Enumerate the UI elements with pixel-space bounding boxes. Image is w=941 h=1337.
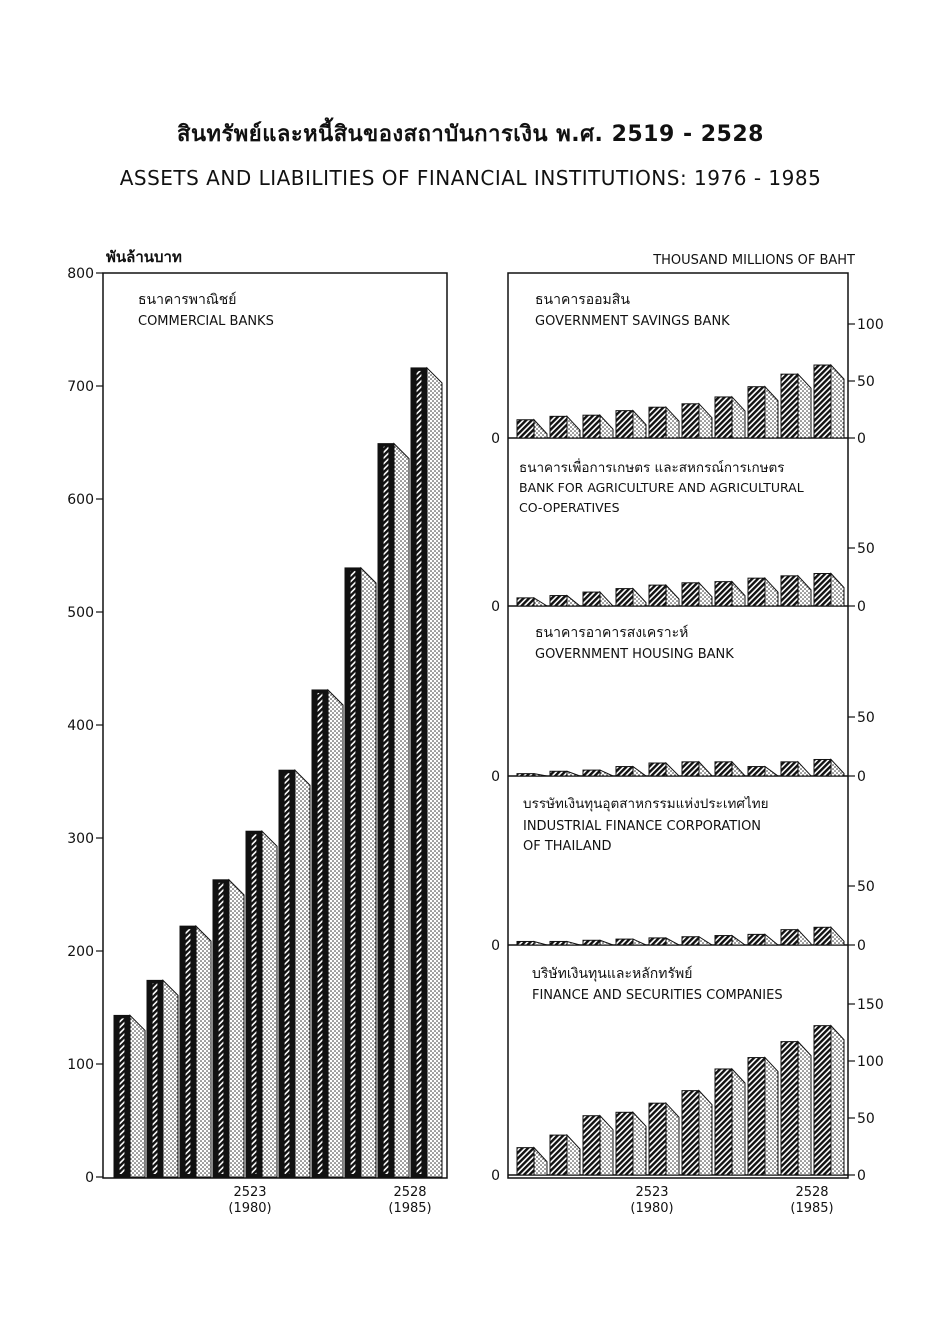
bar-group bbox=[649, 585, 679, 606]
bar-group bbox=[814, 365, 844, 438]
bar-group bbox=[715, 582, 745, 606]
bar bbox=[649, 938, 666, 945]
panel-label-thai: ธนาคารอาคารสงเคราะห์ bbox=[535, 625, 689, 641]
chart-title-thai: สินทรัพย์และหนี้สินของสถาบันการเงิน พ.ศ. 2519 - 2528 bbox=[177, 122, 764, 147]
bar bbox=[550, 771, 567, 776]
bar-shadow bbox=[567, 416, 580, 438]
panel-label-english-line: OF THAILAND bbox=[523, 839, 612, 854]
bar-shadow bbox=[732, 1069, 745, 1175]
bar-group bbox=[583, 770, 613, 776]
bar bbox=[616, 767, 633, 776]
bar-shadow bbox=[633, 411, 646, 438]
bar bbox=[715, 762, 732, 776]
y-tick-label: 500 bbox=[67, 605, 94, 621]
y-tick-label: 400 bbox=[67, 718, 94, 734]
y-tick-label: 0 bbox=[857, 1168, 866, 1184]
bar bbox=[748, 934, 765, 945]
bar bbox=[781, 762, 798, 776]
bar-shadow bbox=[699, 937, 712, 945]
bar-shadow bbox=[361, 568, 376, 1177]
bar-shadow bbox=[699, 583, 712, 606]
y-tick-label: 0 bbox=[85, 1170, 94, 1186]
bar bbox=[517, 774, 534, 776]
bar bbox=[748, 578, 765, 606]
y-tick-label: 0 bbox=[857, 431, 866, 447]
bar bbox=[616, 411, 633, 438]
panel-finance-securities-companies bbox=[532, 965, 783, 1003]
bar-group bbox=[616, 411, 646, 438]
panel-label-thai: บรรษัทเงินทุนอุตสาหกรรมแห่งประเทศไทย bbox=[523, 796, 769, 812]
bar bbox=[814, 574, 831, 606]
bar-group bbox=[781, 374, 811, 438]
bar-shadow bbox=[765, 767, 778, 776]
y-tick-label: 0 bbox=[857, 599, 866, 615]
bar-shadow bbox=[699, 404, 712, 438]
y-tick-label: 50 bbox=[857, 541, 875, 557]
bar-group bbox=[649, 763, 679, 776]
bar-shadow bbox=[394, 444, 409, 1177]
bar bbox=[715, 397, 732, 438]
bar-group bbox=[649, 1103, 679, 1175]
bar-group bbox=[517, 1148, 547, 1175]
bar-group bbox=[682, 404, 712, 438]
bar-shadow bbox=[798, 930, 811, 945]
y-tick-label: 100 bbox=[857, 317, 884, 333]
panel-label-thai: บริษัทเงินทุนและหลักทรัพย์ bbox=[532, 966, 693, 982]
bar-group bbox=[814, 1026, 844, 1175]
y-tick-label: 100 bbox=[857, 1054, 884, 1070]
bar bbox=[583, 940, 600, 945]
bar-group bbox=[583, 940, 613, 945]
panel-industrial-finance-corporation bbox=[523, 796, 769, 854]
bar-shadow bbox=[798, 1042, 811, 1175]
panel-label-english bbox=[523, 839, 611, 854]
bar-group bbox=[550, 416, 580, 438]
bar-shadow bbox=[600, 1116, 613, 1175]
panel-government-housing-bank bbox=[535, 624, 734, 662]
bar-group bbox=[715, 1069, 745, 1175]
bar-group bbox=[213, 880, 244, 1177]
y-tick-label-left: 0 bbox=[491, 938, 500, 954]
bar bbox=[814, 759, 831, 776]
bar bbox=[682, 583, 699, 606]
bar-highlight bbox=[153, 983, 158, 1174]
bar bbox=[682, 762, 699, 776]
bar-shadow bbox=[765, 1058, 778, 1175]
bar-shadow bbox=[666, 938, 679, 945]
left-bars bbox=[114, 368, 442, 1177]
bar-highlight bbox=[252, 834, 257, 1174]
bar bbox=[517, 598, 534, 606]
bar bbox=[814, 927, 831, 945]
bar-group bbox=[682, 1091, 712, 1175]
bar-shadow bbox=[600, 415, 613, 438]
bar-shadow bbox=[567, 771, 580, 776]
bar-shadow bbox=[633, 939, 646, 945]
bar bbox=[583, 592, 600, 606]
right-axis-unit-label: THOUSAND MILLIONS OF BAHT bbox=[653, 253, 855, 268]
bar bbox=[682, 404, 699, 438]
x-tick-sublabel: (1985) bbox=[388, 1201, 432, 1216]
bar bbox=[616, 1112, 633, 1175]
bar-group bbox=[550, 596, 580, 606]
bar-group bbox=[550, 1135, 580, 1175]
x-tick-sublabel: (1980) bbox=[630, 1201, 674, 1216]
bar-group bbox=[550, 941, 580, 945]
y-tick-label: 800 bbox=[67, 266, 94, 282]
bar-shadow bbox=[666, 763, 679, 776]
bar-group bbox=[748, 1058, 778, 1175]
bar-group bbox=[147, 980, 178, 1177]
bar bbox=[583, 415, 600, 438]
y-tick-label: 600 bbox=[67, 492, 94, 508]
bar-shadow bbox=[229, 880, 244, 1177]
bar-highlight bbox=[351, 571, 356, 1174]
bar-group bbox=[312, 690, 343, 1177]
bar-shadow bbox=[534, 420, 547, 438]
bar-highlight bbox=[120, 1018, 125, 1174]
bar-group bbox=[814, 574, 844, 606]
bar-shadow bbox=[798, 374, 811, 438]
bar-shadow bbox=[831, 927, 844, 945]
y-tick-label: 50 bbox=[857, 710, 875, 726]
bar-group bbox=[616, 939, 646, 945]
left-axis-unit-label: พันล้านบาท bbox=[106, 248, 182, 266]
bar bbox=[715, 936, 732, 945]
bar bbox=[649, 1103, 666, 1175]
bar-highlight bbox=[285, 773, 290, 1174]
bar-highlight bbox=[219, 883, 224, 1174]
bar-highlight bbox=[186, 929, 191, 1174]
right-panels bbox=[491, 273, 884, 1216]
bar bbox=[748, 1058, 765, 1175]
bar bbox=[814, 365, 831, 438]
bar-shadow bbox=[831, 365, 844, 438]
bar-highlight bbox=[384, 447, 389, 1174]
y-tick-label: 300 bbox=[67, 831, 94, 847]
x-tick-label: 2528 bbox=[393, 1185, 427, 1200]
panel-label-thai: ธนาคารพาณิชย์ bbox=[138, 292, 237, 308]
x-tick-label: 2528 bbox=[795, 1185, 829, 1200]
bar-group bbox=[411, 368, 442, 1177]
y-tick-label-left: 0 bbox=[491, 1168, 500, 1184]
bar-group bbox=[781, 762, 811, 776]
y-tick-label: 700 bbox=[67, 379, 94, 395]
panel-label-english: GOVERNMENT SAVINGS BANK bbox=[535, 314, 730, 329]
bar-group bbox=[616, 767, 646, 776]
bar bbox=[748, 767, 765, 776]
bar bbox=[715, 1069, 732, 1175]
panel-agricultural-bank bbox=[519, 458, 804, 515]
bar bbox=[583, 1116, 600, 1175]
bar bbox=[583, 770, 600, 776]
bar bbox=[550, 416, 567, 438]
bar-shadow bbox=[732, 582, 745, 606]
y-tick-label-left: 0 bbox=[491, 599, 500, 615]
bar-shadow bbox=[765, 387, 778, 438]
panel-label-english: FINANCE AND SECURITIES COMPANIES bbox=[532, 988, 783, 1003]
panel-label-english bbox=[519, 480, 804, 495]
x-tick-label: 2523 bbox=[233, 1185, 267, 1200]
bar-shadow bbox=[633, 767, 646, 776]
bar-group bbox=[616, 589, 646, 606]
bar-group bbox=[583, 592, 613, 606]
bar-group bbox=[583, 1116, 613, 1175]
bar-group bbox=[715, 936, 745, 945]
bar-group bbox=[517, 774, 547, 776]
bar-shadow bbox=[600, 940, 613, 945]
bar bbox=[550, 941, 567, 945]
bar-group bbox=[345, 568, 376, 1177]
bar-group bbox=[649, 407, 679, 438]
panel-government-savings-bank bbox=[535, 292, 730, 329]
bar-shadow bbox=[567, 1135, 580, 1175]
bar-group bbox=[550, 771, 580, 776]
y-tick-label-left: 0 bbox=[491, 431, 500, 447]
y-tick-label: 0 bbox=[857, 769, 866, 785]
bar bbox=[649, 407, 666, 438]
bar-shadow bbox=[567, 941, 580, 945]
bar-shadow bbox=[600, 592, 613, 606]
bar-shadow bbox=[600, 770, 613, 776]
y-tick-label: 100 bbox=[67, 1057, 94, 1073]
y-tick-label: 50 bbox=[857, 1111, 875, 1127]
bar-group bbox=[781, 930, 811, 945]
panel-label-english-line: INDUSTRIAL FINANCE CORPORATION bbox=[523, 819, 762, 834]
bar bbox=[781, 576, 798, 606]
bar-shadow bbox=[534, 1148, 547, 1175]
left-x-axis-labels bbox=[228, 1185, 431, 1216]
bar-shadow bbox=[732, 762, 745, 776]
bar-shadow bbox=[633, 1112, 646, 1175]
bar-group bbox=[114, 1015, 145, 1177]
bar-group bbox=[814, 927, 844, 945]
bar bbox=[748, 387, 765, 438]
bar-shadow bbox=[666, 407, 679, 438]
bar-shadow bbox=[666, 1103, 679, 1175]
y-tick-label: 50 bbox=[857, 879, 875, 895]
bar-shadow bbox=[633, 589, 646, 606]
bar-shadow bbox=[831, 1026, 844, 1175]
bar-shadow bbox=[567, 596, 580, 606]
bar-group bbox=[649, 938, 679, 945]
bar bbox=[517, 941, 534, 945]
panel-commercial-banks bbox=[67, 266, 447, 1216]
chart-title-english: ASSETS AND LIABILITIES OF FINANCIAL INSTITUTIONS: 1976 - 1985 bbox=[119, 166, 822, 190]
x-tick-label: 2523 bbox=[635, 1185, 669, 1200]
panel-label-english bbox=[523, 819, 761, 834]
bar-group bbox=[682, 937, 712, 945]
right-x-axis-labels bbox=[630, 1185, 833, 1216]
bar bbox=[814, 1026, 831, 1175]
bar-shadow bbox=[699, 1091, 712, 1175]
y-tick-label-left: 0 bbox=[491, 769, 500, 785]
bar bbox=[682, 1091, 699, 1175]
y-tick-label: 50 bbox=[857, 374, 875, 390]
bar bbox=[550, 596, 567, 606]
bar-group bbox=[748, 934, 778, 945]
bar bbox=[781, 930, 798, 945]
left-y-axis bbox=[67, 266, 103, 1186]
bar-shadow bbox=[196, 926, 211, 1177]
panel-label-thai: ธนาคารออมสิน bbox=[535, 292, 630, 308]
y-tick-label: 150 bbox=[857, 997, 884, 1013]
bar-group bbox=[279, 770, 310, 1177]
bar-shadow bbox=[831, 759, 844, 776]
bar-group bbox=[246, 831, 277, 1177]
bar-shadow bbox=[699, 762, 712, 776]
bar bbox=[550, 1135, 567, 1175]
bar-group bbox=[616, 1112, 646, 1175]
bar-group bbox=[781, 576, 811, 606]
bar-shadow bbox=[534, 598, 547, 606]
x-tick-sublabel: (1980) bbox=[228, 1201, 272, 1216]
panel-label-thai: ธนาคารเพื่อการเกษตร และสหกรณ์การเกษตร bbox=[519, 460, 785, 476]
bar bbox=[649, 585, 666, 606]
bar-group bbox=[682, 762, 712, 776]
panel-label-english bbox=[519, 500, 620, 515]
bar-shadow bbox=[732, 936, 745, 945]
bar-group bbox=[682, 583, 712, 606]
bar-group bbox=[715, 397, 745, 438]
bar-group bbox=[814, 759, 844, 776]
bar-shadow bbox=[295, 770, 310, 1177]
bar bbox=[517, 420, 534, 438]
panel-label-english-line: BANK FOR AGRICULTURE AND AGRICULTURAL bbox=[519, 480, 804, 495]
bar bbox=[682, 937, 699, 945]
bar-group bbox=[748, 767, 778, 776]
bar-shadow bbox=[534, 774, 547, 776]
bar-group bbox=[378, 444, 409, 1177]
bar-shadow bbox=[831, 574, 844, 606]
bar bbox=[649, 763, 666, 776]
bar-shadow bbox=[732, 397, 745, 438]
bar-group bbox=[748, 387, 778, 438]
bar-shadow bbox=[666, 585, 679, 606]
bar-shadow bbox=[427, 368, 442, 1177]
bar-shadow bbox=[130, 1015, 145, 1177]
panel-label-english-line: CO-OPERATIVES bbox=[519, 500, 620, 515]
bar-group bbox=[715, 762, 745, 776]
bar bbox=[781, 374, 798, 438]
bar-group bbox=[517, 598, 547, 606]
bar-shadow bbox=[765, 578, 778, 606]
bar-shadow bbox=[262, 831, 277, 1177]
bar-group bbox=[517, 941, 547, 945]
bar-group bbox=[583, 415, 613, 438]
bar-shadow bbox=[163, 980, 178, 1177]
bar-highlight bbox=[417, 371, 422, 1174]
y-tick-label: 0 bbox=[857, 938, 866, 954]
bar bbox=[715, 582, 732, 606]
bar bbox=[616, 939, 633, 945]
bar-group bbox=[748, 578, 778, 606]
bar-group bbox=[180, 926, 211, 1177]
panel-label-english: COMMERCIAL BANKS bbox=[138, 314, 274, 329]
bar bbox=[517, 1148, 534, 1175]
bar-shadow bbox=[798, 576, 811, 606]
x-tick-sublabel: (1985) bbox=[790, 1201, 834, 1216]
bar-group bbox=[517, 420, 547, 438]
bar-shadow bbox=[328, 690, 343, 1177]
y-tick-label: 200 bbox=[67, 944, 94, 960]
bar-group bbox=[781, 1042, 811, 1175]
bar-shadow bbox=[534, 941, 547, 945]
bar-highlight bbox=[318, 693, 323, 1174]
bar-shadow bbox=[765, 934, 778, 945]
bar-shadow bbox=[798, 762, 811, 776]
bar bbox=[781, 1042, 798, 1175]
panel-label-english: GOVERNMENT HOUSING BANK bbox=[535, 647, 734, 662]
bar bbox=[616, 589, 633, 606]
